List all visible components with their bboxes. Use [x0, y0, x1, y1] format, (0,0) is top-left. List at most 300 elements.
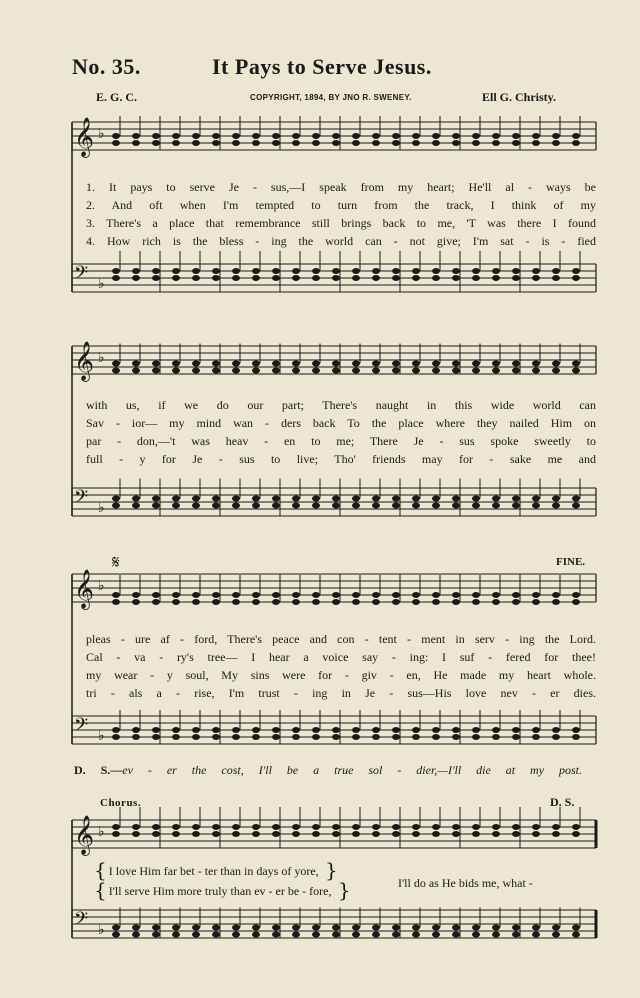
notehead [432, 275, 440, 281]
flat-sign-icon: ♭ [98, 729, 105, 744]
hymn-author: Ell G. Christy. [482, 90, 557, 104]
notehead [152, 268, 160, 274]
notehead [412, 925, 420, 931]
lyric-line: 2. And oft when I'm tempted to turn from the track, I think of my [86, 198, 596, 212]
lyric-line: with us, if we do our part; There's naught in this wide world can [86, 398, 596, 412]
notehead [512, 727, 520, 733]
notehead [212, 368, 220, 374]
notehead [252, 824, 260, 830]
notehead [192, 592, 200, 598]
notehead [552, 496, 560, 502]
notehead [492, 275, 500, 281]
notehead [372, 599, 380, 605]
notehead [252, 133, 260, 139]
flat-sign-icon: ♭ [98, 825, 105, 840]
notehead [532, 268, 540, 274]
notehead [272, 368, 280, 374]
notehead [552, 925, 560, 931]
notehead [272, 140, 280, 146]
notehead [132, 133, 140, 139]
notehead [192, 932, 200, 938]
notehead [112, 361, 120, 367]
notehead [572, 496, 580, 502]
notehead [372, 503, 380, 509]
notehead [412, 275, 420, 281]
notehead [312, 599, 320, 605]
notehead [152, 727, 160, 733]
notehead [132, 932, 140, 938]
notehead [252, 925, 260, 931]
notehead [272, 503, 280, 509]
notehead [192, 275, 200, 281]
notehead [252, 140, 260, 146]
notehead [132, 824, 140, 830]
brace-icon: } [331, 878, 351, 902]
notehead [412, 824, 420, 830]
notehead [532, 592, 540, 598]
notehead [192, 925, 200, 931]
notehead [252, 503, 260, 509]
notehead [512, 932, 520, 938]
notehead [572, 368, 580, 374]
notehead [572, 361, 580, 367]
notehead [212, 140, 220, 146]
notehead [232, 496, 240, 502]
notehead [512, 831, 520, 837]
notehead [112, 932, 120, 938]
notehead [572, 727, 580, 733]
notehead [432, 496, 440, 502]
notehead [492, 268, 500, 274]
chorus-label: Chorus. [100, 797, 142, 809]
notehead [252, 361, 260, 367]
notehead [112, 133, 120, 139]
notehead [232, 275, 240, 281]
notehead [272, 361, 280, 367]
notehead [512, 592, 520, 598]
notehead [252, 275, 260, 281]
notehead [392, 140, 400, 146]
notehead [292, 592, 300, 598]
treble-clef-icon: 𝄞 [74, 341, 95, 381]
notehead [412, 592, 420, 598]
notehead [512, 361, 520, 367]
ds-label: D. S.— [74, 763, 123, 777]
notehead [292, 734, 300, 740]
notehead [552, 140, 560, 146]
notehead [292, 727, 300, 733]
notehead [172, 727, 180, 733]
notehead [332, 592, 340, 598]
notehead [132, 592, 140, 598]
notehead [432, 133, 440, 139]
notehead [132, 275, 140, 281]
notehead [412, 727, 420, 733]
notehead [272, 824, 280, 830]
notehead [532, 932, 540, 938]
notehead [532, 925, 540, 931]
notehead [432, 592, 440, 598]
notehead [232, 503, 240, 509]
notehead [152, 592, 160, 598]
notehead [132, 496, 140, 502]
notehead [192, 361, 200, 367]
hymn-number: No. 35. [72, 54, 141, 79]
lyric-line: Sav - ior— my mind wan - ders back To the place where they nailed Him on [86, 416, 596, 430]
ds-lyric: ev - er the cost, I'll be a true sol - dier,—I'll die at my post. [122, 763, 582, 777]
notehead [432, 140, 440, 146]
notehead [172, 599, 180, 605]
flat-sign-icon: ♭ [98, 501, 105, 516]
notehead [232, 592, 240, 598]
notehead [492, 361, 500, 367]
lyric-line: par - don,—'t was heav - en to me; There Je - sus spoke sweetly to [86, 434, 596, 448]
notehead [352, 361, 360, 367]
notehead [452, 727, 460, 733]
notehead [472, 496, 480, 502]
notehead [512, 925, 520, 931]
notehead [372, 275, 380, 281]
notehead [452, 599, 460, 605]
notehead [312, 727, 320, 733]
notehead [252, 727, 260, 733]
lyric-line: pleas - ure af - ford, There's peace and con - tent - ment in serv - ing the Lord. [86, 632, 596, 646]
notehead [172, 503, 180, 509]
notehead [232, 925, 240, 931]
notehead [152, 824, 160, 830]
notehead [572, 268, 580, 274]
notehead [552, 133, 560, 139]
notehead [572, 932, 580, 938]
notehead [432, 503, 440, 509]
notehead [552, 275, 560, 281]
notehead [532, 368, 540, 374]
flat-sign-icon: ♭ [98, 579, 105, 594]
notehead [112, 503, 120, 509]
bass-clef-icon: 𝄢 [74, 263, 89, 288]
notehead [492, 831, 500, 837]
notehead [552, 268, 560, 274]
notehead [152, 275, 160, 281]
notehead [272, 734, 280, 740]
notehead [292, 361, 300, 367]
notehead [212, 592, 220, 598]
notehead [372, 361, 380, 367]
notehead [412, 133, 420, 139]
notehead [332, 368, 340, 374]
notehead [112, 599, 120, 605]
notehead [332, 932, 340, 938]
notehead [292, 599, 300, 605]
copyright-notice: COPYRIGHT, 1894, BY JNO R. SWENEY. [250, 93, 412, 102]
notehead [572, 140, 580, 146]
notehead [392, 734, 400, 740]
notehead [232, 268, 240, 274]
lyric-line: Cal - va - ry's tree— I hear a voice say - ing: I suf - fered for thee! [86, 650, 596, 664]
notehead [132, 368, 140, 374]
notehead [532, 734, 540, 740]
notehead [272, 932, 280, 938]
notehead [232, 599, 240, 605]
notehead [372, 824, 380, 830]
notehead [212, 361, 220, 367]
notehead [192, 133, 200, 139]
notehead [552, 824, 560, 830]
notehead [532, 503, 540, 509]
notehead [192, 727, 200, 733]
notehead [172, 133, 180, 139]
notehead [192, 831, 200, 837]
notehead [392, 592, 400, 598]
notehead [392, 361, 400, 367]
notehead [472, 275, 480, 281]
notehead [212, 268, 220, 274]
notehead [252, 734, 260, 740]
notehead [472, 503, 480, 509]
notehead [372, 268, 380, 274]
notehead [332, 503, 340, 509]
notehead [492, 368, 500, 374]
notehead [172, 831, 180, 837]
notehead [172, 734, 180, 740]
notehead [172, 140, 180, 146]
notehead [132, 734, 140, 740]
notehead [312, 932, 320, 938]
notehead [352, 368, 360, 374]
notehead [492, 503, 500, 509]
notehead [292, 140, 300, 146]
notehead [212, 599, 220, 605]
notehead [152, 133, 160, 139]
notehead [272, 275, 280, 281]
notehead [552, 727, 560, 733]
notehead [212, 133, 220, 139]
notehead [532, 140, 540, 146]
notehead [312, 592, 320, 598]
notehead [232, 361, 240, 367]
notehead [152, 831, 160, 837]
notehead [352, 275, 360, 281]
notehead [372, 831, 380, 837]
notehead [512, 275, 520, 281]
notehead [272, 496, 280, 502]
notehead [312, 824, 320, 830]
verse-lyrics-system-2 [86, 396, 596, 468]
notehead [552, 932, 560, 938]
notehead [212, 824, 220, 830]
notehead [332, 831, 340, 837]
notehead [512, 368, 520, 374]
notehead [432, 925, 440, 931]
notehead [332, 925, 340, 931]
notehead [212, 275, 220, 281]
bass-clef-icon: 𝄢 [74, 487, 89, 512]
notehead [352, 925, 360, 931]
notehead [352, 268, 360, 274]
notehead [532, 831, 540, 837]
notehead [392, 824, 400, 830]
notehead [292, 932, 300, 938]
notehead [452, 925, 460, 931]
notehead [352, 133, 360, 139]
chorus-ds-marking: D. S. [550, 795, 575, 809]
treble-clef-icon: 𝄞 [74, 815, 95, 855]
notehead [452, 361, 460, 367]
notehead [392, 831, 400, 837]
notehead [392, 503, 400, 509]
notehead [112, 275, 120, 281]
notehead [112, 140, 120, 146]
lyric-line: 1. It pays to serve Je - sus,—I speak from my heart; He'll al - ways be [86, 180, 596, 194]
notehead [152, 361, 160, 367]
notehead [492, 824, 500, 830]
notehead [452, 503, 460, 509]
notehead [412, 496, 420, 502]
brace-icon: } [318, 858, 338, 882]
notehead [112, 592, 120, 598]
notehead [212, 734, 220, 740]
flat-sign-icon: ♭ [98, 127, 105, 142]
chorus-line-2: I'll serve Him more truly than ev - er be - fore, [108, 884, 332, 898]
notehead [432, 727, 440, 733]
notehead [252, 599, 260, 605]
flat-sign-icon: ♭ [98, 277, 105, 292]
chorus-continuation: I'll do as He bids me, what - [398, 876, 533, 890]
notehead [472, 133, 480, 139]
notehead [152, 503, 160, 509]
notehead [432, 599, 440, 605]
notehead [172, 361, 180, 367]
notehead [492, 140, 500, 146]
notehead [132, 599, 140, 605]
notehead [392, 932, 400, 938]
notehead [512, 599, 520, 605]
notehead [332, 361, 340, 367]
notehead [252, 831, 260, 837]
notehead [452, 275, 460, 281]
notehead [392, 599, 400, 605]
notehead [332, 133, 340, 139]
notehead [552, 592, 560, 598]
lyric-line: 3. There's a place that remembrance still brings back to me, 'T was there I found [86, 216, 596, 230]
notehead [552, 503, 560, 509]
notehead [452, 734, 460, 740]
notehead [392, 133, 400, 139]
notehead [272, 592, 280, 598]
notehead [372, 592, 380, 598]
notehead [572, 592, 580, 598]
notehead [452, 268, 460, 274]
notehead [352, 727, 360, 733]
notehead [572, 831, 580, 837]
chorus-line-1: I love Him far bet - ter than in days of yore, [108, 864, 319, 878]
notehead [472, 824, 480, 830]
notehead [512, 140, 520, 146]
dal-segno-line [74, 763, 582, 778]
verse-lyrics-system-1 [86, 178, 596, 250]
notehead [192, 368, 200, 374]
notehead [472, 831, 480, 837]
notehead [152, 734, 160, 740]
notehead [532, 361, 540, 367]
notehead [452, 140, 460, 146]
notehead [432, 361, 440, 367]
notehead [292, 496, 300, 502]
notehead [412, 368, 420, 374]
brace-icon: { [94, 878, 107, 902]
notehead [212, 496, 220, 502]
notehead [252, 368, 260, 374]
notehead [572, 599, 580, 605]
notehead [372, 133, 380, 139]
lyric-line: full - y for Je - sus to live; Tho' friends may for - sake me and [86, 452, 596, 466]
notehead [192, 496, 200, 502]
notehead [332, 824, 340, 830]
notehead [432, 734, 440, 740]
notehead [172, 368, 180, 374]
notehead [392, 496, 400, 502]
notehead [352, 599, 360, 605]
notehead [132, 831, 140, 837]
notehead [472, 925, 480, 931]
hymn-title: It Pays to Serve Jesus. [212, 54, 432, 79]
notehead [352, 932, 360, 938]
notehead [372, 734, 380, 740]
treble-clef-icon: 𝄞 [74, 569, 95, 609]
brace-icon: { [94, 858, 107, 882]
treble-clef-icon: 𝄞 [74, 117, 95, 157]
hymn-meter: E. G. C. [96, 90, 138, 104]
notehead [352, 592, 360, 598]
fine-marking: FINE. [556, 556, 586, 568]
notehead [512, 503, 520, 509]
notehead [452, 496, 460, 502]
notehead [312, 831, 320, 837]
notehead [232, 133, 240, 139]
notehead [572, 925, 580, 931]
notehead [452, 932, 460, 938]
notehead [112, 496, 120, 502]
notehead [332, 727, 340, 733]
notehead [292, 824, 300, 830]
notehead [512, 824, 520, 830]
notehead [332, 268, 340, 274]
notehead [312, 268, 320, 274]
notehead [252, 268, 260, 274]
lyric-line: tri - als a - rise, I'm trust - ing in Je - sus—His love nev - er dies. [86, 686, 596, 700]
notehead [132, 268, 140, 274]
notehead [232, 368, 240, 374]
notehead [392, 925, 400, 931]
notehead [452, 368, 460, 374]
notehead [472, 599, 480, 605]
notehead [112, 734, 120, 740]
notehead [332, 140, 340, 146]
notehead [212, 831, 220, 837]
notehead [572, 824, 580, 830]
notehead [512, 268, 520, 274]
notehead [132, 925, 140, 931]
notehead [432, 824, 440, 830]
notehead [152, 599, 160, 605]
notehead [352, 824, 360, 830]
notehead [472, 734, 480, 740]
notehead [272, 831, 280, 837]
notehead [392, 268, 400, 274]
notehead [392, 368, 400, 374]
notehead [472, 140, 480, 146]
notehead [312, 133, 320, 139]
